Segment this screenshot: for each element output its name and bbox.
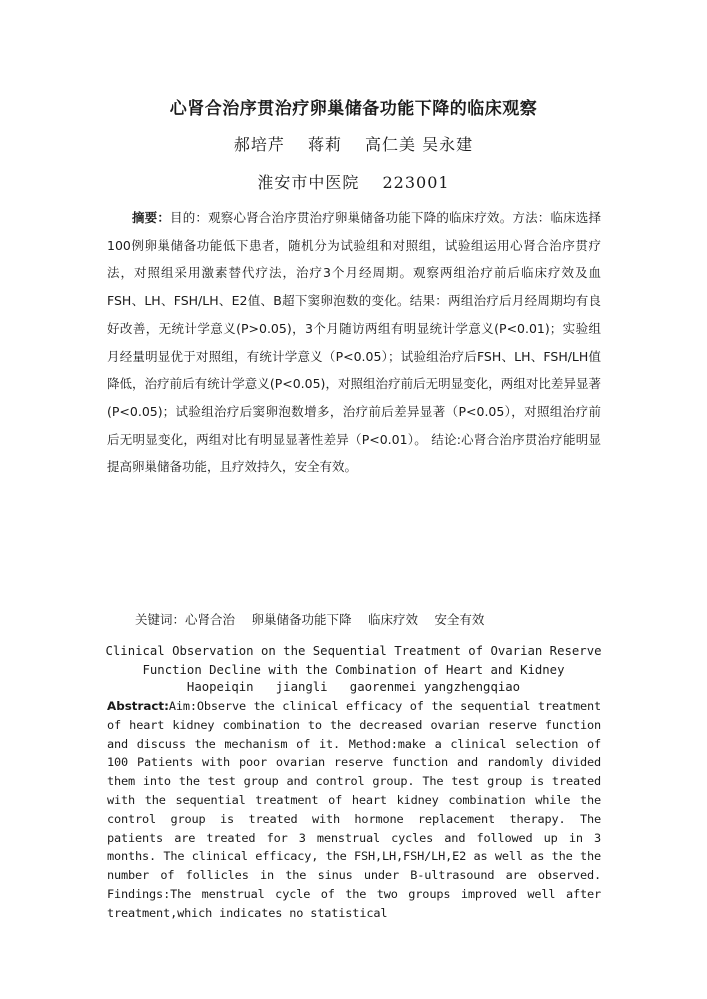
abstract-cn-label: 摘要：	[132, 210, 171, 225]
abstract-cn	[107, 204, 601, 481]
abstract-en	[107, 697, 601, 923]
authors-cn: 郝培芹 蒋莉 高仁美 吴永建	[233, 135, 474, 154]
abstract-en-label: Abstract:	[107, 699, 169, 713]
abstract-en-text: Aim:Observe the clinical efficacy of the sequential treatment of heart kidney combination to the decreased ovarian reserve function and discuss the mechanism of it. Method:make a clinical selection of 100 Patients with poor ovarian reserve function and randomly divided them into the test group and control group. The test group is treated with the sequential treatment of heart kidney combination while the control group is treated with hormone replacement therapy. The patients are treated for 3 menstrual cycles and followed up in 3 months. The clinical efficacy, the FSH,LH,FSH/LH,E2 as well as the the number of follicles in the sinus under B-ultrasound are observed. Findings:The menstrual cycle of the two groups improved well after treatment,which indicates no statistical	[107, 699, 601, 920]
abstract-cn-text: 目的：观察心肾合治序贯治疗卵巢储备功能下降的临床疗效。方法：临床选择100例卵巢储备功能低下患者，随机分为试验组和对照组，试验组运用心肾合治序贯疗法，对照组采用激素替代疗法，治疗3个月经周期。观察两组治疗前后临床疗效及血FSH、LH、FSH/LH、E2值、B超下窦卵泡数的变化。结果：两组治疗后月经周期均有良好改善，无统计学意义(P>0.05)，3个月随访两组有明显统计学意义(P<0.01)；实验组月经量明显优于对照组，有统计学意义（P<0.05）；试验组治疗后FSH、LH、FSH/LH值降低，治疗前后有统计学意义(P<0.05)，对照组治疗前后无明显变化，两组对比差异显著(P<0.05)；试验组治疗后窦卵泡数增多，治疗前后差异显著（P<0.05），对照组治疗前后无明显变化，两组对比有明显显著性差异（P<0.01）。 结论:心肾合治序贯治疗能明显提高卵巢储备功能，且疗效持久，安全有效。	[107, 210, 601, 475]
paper-title-cn: 心肾合治序贯治疗卵巢储备功能下降的临床观察	[169, 99, 538, 119]
paper-title-en-line2: Function Decline with the Combination of Heart and Kidney	[142, 662, 565, 677]
paper-title-en	[0, 642, 707, 679]
affiliation-cn: 淮安市中医院 223001	[257, 173, 450, 192]
authors-en: Haopeiqin jiangli gaorenmei yangzhengqiao	[186, 680, 521, 694]
keywords-cn: 关键词：心肾合治 卵巢储备功能下降 临床疗效 安全有效	[135, 612, 485, 627]
paper-title-en-line1: Clinical Observation on the Sequential Treatment of Ovarian Reserve	[105, 644, 602, 658]
